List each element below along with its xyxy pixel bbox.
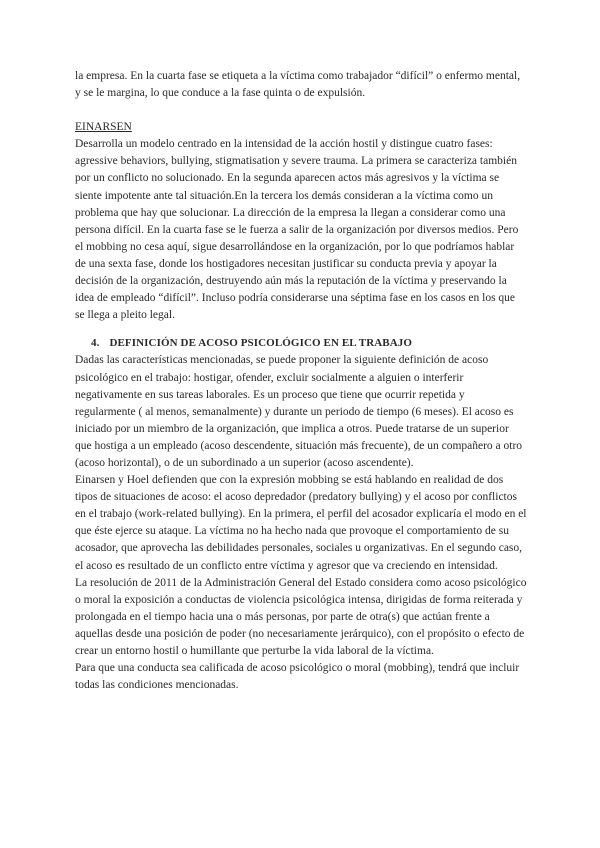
section-number: 4. (91, 337, 100, 350)
definition-paragraph-2: Einarsen y Hoel defienden que con la expresión mobbing se está hablando en realidad de dos tipos de situaciones de acoso: el acoso depredador (predatory bullying) y el acoso por conflictos en el trabajo (work-related bullying). En la primera, el perfil del acosador explicaría el modo en el que éste ejerce su ataque. La víctima no ha hecho nada que provoque el comportamiento de su acosador, que aprovecha las debilidades personales, sociales u organizativas. En el segundo caso, el acoso es resultado de un conflicto entre víctima y agresor que va creciendo en intensidad. (75, 474, 527, 572)
paragraph-gap (75, 102, 527, 119)
section-heading (91, 335, 527, 352)
einarsen-paragraph: Desarrolla un modelo centrado en la intensidad de la acción hostil y distingue cuatro fases: agressive behaviors, bullying, stigmatisation y severe trauma. La primera se caracteriza también por un conflicto no solucionado. En la segunda aparecen actos más agresivos y la víctima se siente impotente ante tal situación.En la tercera los demás consideran a la víctima como un problema que hay que solucionar. La dirección de la empresa la llegan a considerar como una persona difícil. En la cuarta fase se le fuerza a salir de la organización por diversos medios. Pero el mobbing no cesa aquí, sigue desarrollándose en la organización, por lo que podríamos hablar de una sexta fase, donde los hostigadores necesitan justificar su conducta previa y apoyar la decisión de la organización, destruyendo aún más la reputación de la víctima y preservando la idea de empleado “difícil”. Incluso podría considerarse una séptima fase en los casos en los que se llega a pleito legal. (75, 138, 519, 322)
definition-paragraph-4: Para que una conducta sea calificada de acoso psicológico o moral (mobbing), tendrá que incluir todas las condiciones mencionadas. (75, 662, 520, 692)
definition-paragraph-1: Dadas las características mencionadas, se puede proponer la siguiente definición de acoso psicológico en el trabajo: hostigar, ofender, excluir socialmente a alguien o interferir negativamente en sus tareas laborales. Es un proceso que tiene que ocurrir repetida y regularmente ( al menos, semanalmente) y durante un periodo de tiempo (6 meses). El acoso es iniciado por un miembro de la organización, que implica a otros. Puede tratarse de un superior que hostiga a un empleado (acoso descendente, situación más frecuente), de un compañero a otro (acoso horizontal), o de un subordinado a un superior (acoso ascendente). (75, 354, 523, 469)
document-page (75, 68, 527, 694)
intro-paragraph: la empresa. En la cuarta fase se etiqueta a la víctima como trabajador “difícil” o enfermo mental, y se le margina, lo que conduce a la fase quinta o de expulsión. (75, 70, 521, 100)
definition-paragraph-3: La resolución de 2011 de la Administración General del Estado considera como acoso psicológico o moral la exposición a conductas de violencia psicológica intensa, dirigidas de forma reiterada y prolongada en el tiempo hacia una o más personas, por parte de otra(s) que actúan frente a aquellas desde una posición de poder (no necesariamente jerárquico), con el propósito o efecto de crear un entorno hostil o humillante que perturbe la vida laboral de la víctima. (75, 576, 527, 657)
einarsen-heading: EINARSEN (75, 121, 132, 134)
section-title: DEFINICIÓN DE ACOSO PSICOLÓGICO EN EL TRABAJO (109, 337, 413, 350)
